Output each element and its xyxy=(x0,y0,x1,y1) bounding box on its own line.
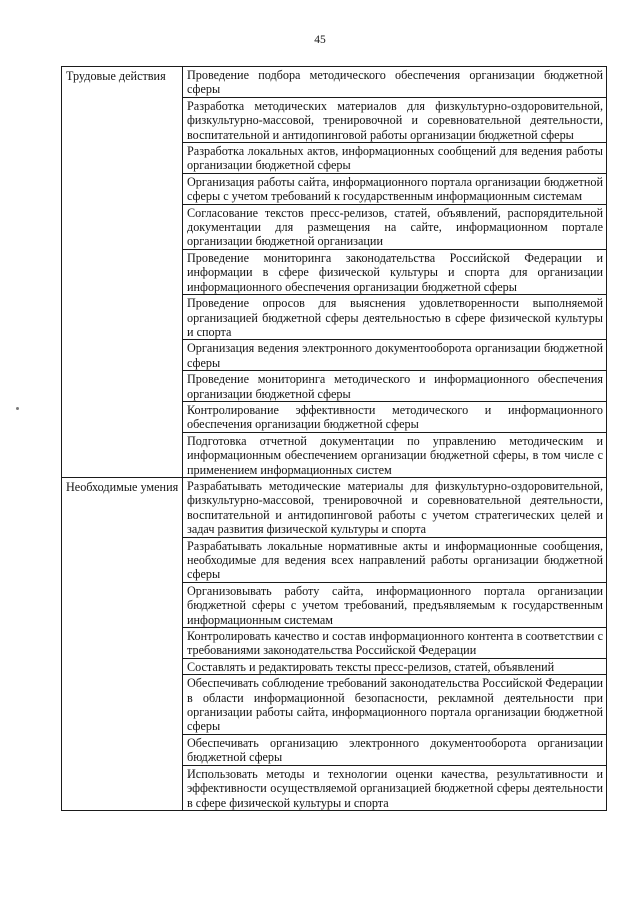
item-cell: Разработка локальных актов, информационных сообщений для ведения работы организации бюджетной сферы xyxy=(183,143,607,174)
item-cell: Проведение опросов для выяснения удовлетворенности выполняемой организацией бюджетной сферы деятельностью в сфере физической культуры и спорта xyxy=(183,295,607,340)
qualification-table xyxy=(61,66,607,811)
section-label: Необходимые умения xyxy=(62,477,183,810)
item-cell: Обеспечивать соблюдение требований законодательства Российской Федерации в области информационной безопасности, рекламной деятельности при организации работы сайта, информационного портала организации бюджетной сферы xyxy=(183,675,607,735)
section-label: Трудовые действия xyxy=(62,67,183,478)
item-cell: Проведение мониторинга методического и информационного обеспечения организации бюджетной сферы xyxy=(183,371,607,402)
item-cell: Составлять и редактировать тексты пресс-релизов, статей, объявлений xyxy=(183,658,607,674)
item-cell: Разрабатывать методические материалы для физкультурно-оздоровительной, физкультурно-массовой, тренировочной и соревновательной деятельности, воспитательной и антидопинговой работы с учетом стратегических целей и задач развития физической культуры и спорта xyxy=(183,477,607,537)
item-cell: Согласование текстов пресс-релизов, статей, объявлений, распорядительной документации для размещения на сайте, информационном портале организации бюджетной организации xyxy=(183,204,607,249)
qualification-table-body xyxy=(62,67,607,811)
item-cell: Организация работы сайта, информационного портала организации бюджетной сферы с учетом требований к государственным информационным системам xyxy=(183,173,607,204)
table-row xyxy=(62,477,607,537)
item-cell: Контролировать качество и состав информационного контента в соответствии с требованиями законодательства Российской Федерации xyxy=(183,628,607,659)
item-cell: Подготовка отчетной документации по управлению методическим и информационным обеспечением организации бюджетной сферы, в том числе с применением информационных систем xyxy=(183,432,607,477)
page-number: 45 xyxy=(314,34,326,46)
table-row xyxy=(62,67,607,98)
item-cell: Организовывать работу сайта, информационного портала организации бюджетной сферы с учетом требований, предъявляемым к государственным информационным системам xyxy=(183,582,607,627)
item-cell: Проведение подбора методического обеспечения организации бюджетной сферы xyxy=(183,67,607,98)
item-cell: Разработка методических материалов для физкультурно-оздоровительной, физкультурно-массовой, тренировочной и соревновательной деятельности, воспитательной и антидопинговой работы организации бюджетной сферы xyxy=(183,97,607,142)
scan-artifact-dot xyxy=(16,407,19,410)
item-cell: Контролирование эффективности методического и информационного обеспечения организации бюджетной сферы xyxy=(183,401,607,432)
item-cell: Организация ведения электронного документооборота организации бюджетной сферы xyxy=(183,340,607,371)
item-cell: Обеспечивать организацию электронного документооборота организации бюджетной сферы xyxy=(183,734,607,765)
item-cell: Разрабатывать локальные нормативные акты и информационные сообщения, необходимые для ведения всех направлений работы организации бюджетной сферы xyxy=(183,537,607,582)
item-cell: Проведение мониторинга законодательства Российской Федерации и информации в сфере физической культуры и спорта для организации информационного обеспечения организации бюджетной сферы xyxy=(183,249,607,294)
item-cell: Использовать методы и технологии оценки качества, результативности и эффективности осуществляемой организацией бюджетной сферы деятельности в сфере физической культуры и спорта xyxy=(183,765,607,810)
